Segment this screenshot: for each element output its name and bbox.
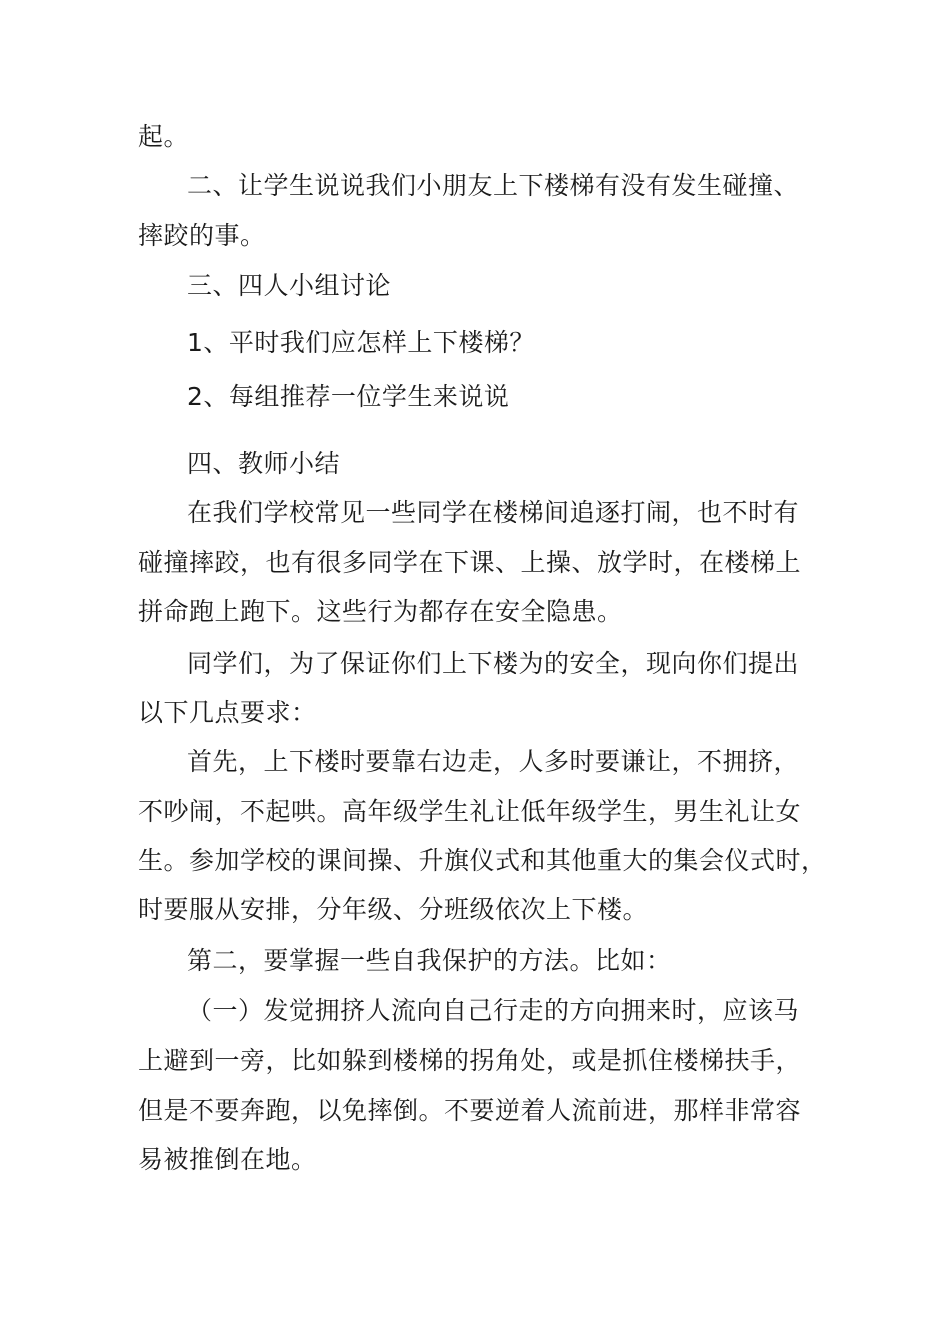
text-line: 但是不要奔跑，以免摔倒。不要逆着人流前进，那样非常容 [138,1096,802,1125]
list-item: 1、平时我们应怎样上下楼梯？ [187,328,535,357]
text-line: 二、让学生说说我们小朋友上下楼梯有没有发生碰撞、 [187,171,800,200]
text-line: 起。 [138,122,190,151]
text-line: 摔跤的事。 [138,221,266,250]
section-heading: 三、四人小组讨论 [187,271,392,300]
list-item: 2、每组推荐一位学生来说说 [187,382,510,411]
text-line: 上避到一旁，比如躲到楼梯的拐角处，或是抓住楼梯扶手， [138,1046,802,1075]
text-line: 碰撞摔跤，也有很多同学在下课、上操、放学时，在楼梯上 [138,548,802,577]
text-line: 在我们学校常见一些同学在楼梯间追逐打闹，也不时有 [187,498,800,527]
text-line: （一）发觉拥挤人流向自己行走的方向拥来时，应该马 [187,996,800,1025]
text-line: 易被推倒在地。 [138,1145,317,1174]
text-line: 以下几点要求： [138,698,317,727]
text-line: 时要服从安排，分年级、分班级依次上下楼。 [138,895,649,924]
text-line: 首先，上下楼时要靠右边走，人多时要谦让，不拥挤， [187,747,800,776]
text-line: 同学们，为了保证你们上下楼为的安全，现向你们提出 [187,649,800,678]
text-line: 第二，要掌握一些自我保护的方法。比如： [187,946,672,975]
text-line: 拼命跑上跑下。这些行为都存在安全隐患。 [138,597,623,626]
section-heading: 四、教师小结 [187,449,341,478]
text-line: 生。参加学校的课间操、升旗仪式和其他重大的集会仪式时， [138,846,827,875]
text-line: 不吵闹，不起哄。高年级学生礼让低年级学生，男生礼让女 [138,797,802,826]
